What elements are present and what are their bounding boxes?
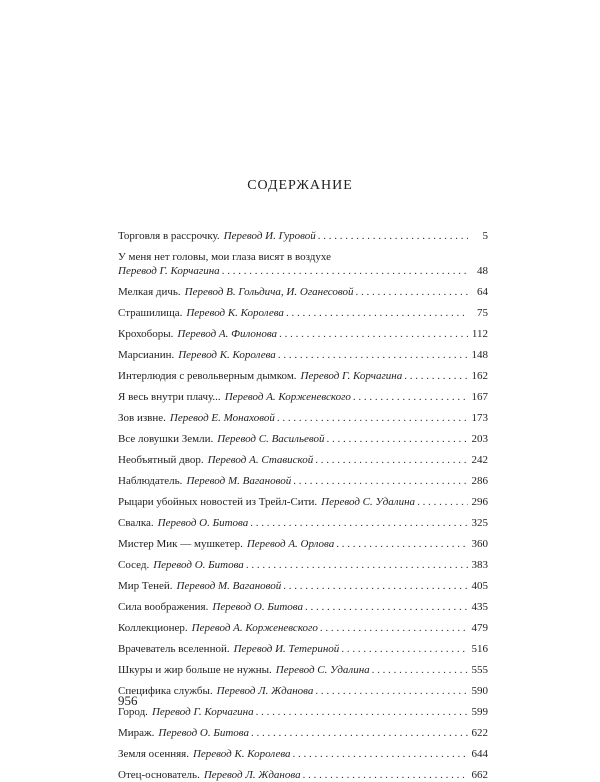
leader-dots (222, 264, 468, 278)
leader-dots (327, 432, 469, 446)
entry-translator: Перевод С. Удалина (321, 496, 416, 508)
entry-page: 112 (471, 328, 488, 340)
leader-dots (303, 768, 468, 782)
entry-translator: Перевод Л. Жданова (203, 769, 301, 781)
leader-dots (305, 600, 468, 614)
entry-title: Земля осенняя. (118, 748, 189, 760)
entry-title: Сосед. (118, 559, 150, 571)
leader-dots (315, 453, 468, 467)
entry-translator: Перевод А. Филонова (177, 328, 278, 340)
entry-page: 148 (471, 349, 488, 361)
entry-page: 405 (471, 580, 488, 592)
leader-dots (372, 663, 468, 677)
entry-title: Шкуры и жир больше не нужны. (118, 664, 272, 676)
leader-dots (279, 327, 468, 341)
table-of-contents (118, 222, 488, 782)
leader-dots (336, 537, 468, 551)
entry-translator: Перевод О. Битова (157, 517, 249, 529)
toc-entry (118, 222, 488, 243)
toc-entry (118, 656, 488, 677)
entry-page: 296 (471, 496, 488, 508)
leader-dots (353, 390, 468, 404)
leader-dots (246, 558, 468, 572)
leader-dots (320, 621, 468, 635)
entry-title: Наблюдатель. (118, 475, 183, 487)
entry-translator: Перевод А. Ставиской (207, 454, 314, 466)
entry-title: Врачеватель вселенной. (118, 643, 230, 655)
entry-page: 173 (471, 412, 488, 424)
toc-entry (118, 719, 488, 740)
entry-translator: Перевод Г. Корчагина (300, 370, 403, 382)
entry-page: 590 (471, 685, 488, 697)
leader-dots (404, 369, 468, 383)
leader-dots (293, 474, 468, 488)
toc-entry (118, 243, 488, 278)
entry-page: 479 (471, 622, 488, 634)
toc-entry (118, 467, 488, 488)
entry-translator: Перевод В. Гольдича, И. Оганесовой (184, 286, 354, 298)
entry-title: Специфика службы. (118, 685, 213, 697)
entry-page: 435 (471, 601, 488, 613)
leader-dots (250, 516, 468, 530)
leader-dots (417, 495, 468, 509)
toc-entry (118, 299, 488, 320)
entry-page: 622 (471, 727, 488, 739)
entry-translator: Перевод А. Корженевского (224, 391, 351, 403)
entry-page: 48 (477, 265, 488, 277)
entry-page: 360 (471, 538, 488, 550)
entry-page: 203 (471, 433, 488, 445)
entry-title: Интерлюдия с револьверным дымком. (118, 370, 297, 382)
entry-page: 167 (471, 391, 488, 403)
entry-page: 5 (482, 230, 488, 242)
entry-translator: Перевод А. Орлова (246, 538, 335, 550)
entry-translator: Перевод С. Васильевой (217, 433, 325, 445)
entry-title: Мелкая дичь. (118, 286, 181, 298)
toc-entry (118, 488, 488, 509)
toc-entry (118, 278, 488, 299)
entry-page: 325 (471, 517, 488, 529)
toc-entry (118, 383, 488, 404)
entry-translator: Перевод И. Тетериной (233, 643, 340, 655)
entry-translator: Перевод М. Вагановой (186, 475, 292, 487)
leader-dots (293, 747, 468, 761)
toc-entry (118, 551, 488, 572)
entry-title: Сила воображения. (118, 601, 209, 613)
entry-page: 64 (477, 286, 488, 298)
toc-entry (118, 404, 488, 425)
entry-translator: Перевод С. Удалина (275, 664, 370, 676)
entry-translator: Перевод Г. Корчагина (118, 265, 220, 277)
leader-dots (277, 411, 468, 425)
entry-translator: Перевод К. Королева (192, 748, 291, 760)
entry-title: Город. (118, 706, 148, 718)
leader-dots (286, 306, 468, 320)
entry-page: 555 (471, 664, 488, 676)
entry-title: Все ловушки Земли. (118, 433, 214, 445)
entry-translator: Перевод М. Вагановой (176, 580, 282, 592)
toc-entry (118, 530, 488, 551)
entry-translator: Перевод А. Корженевского (191, 622, 318, 634)
toc-entry (118, 761, 488, 782)
entry-translator: Перевод К. Королева (178, 349, 276, 361)
entry-translator: Перевод Е. Монаховой (169, 412, 275, 424)
entry-title: Рыцари убойных новостей из Трейл-Сити. (118, 496, 318, 508)
toc-entry (118, 320, 488, 341)
leader-dots (256, 705, 468, 719)
toc-entry (118, 677, 488, 698)
entry-title: У меня нет головы, мои глаза висят в воздухе (118, 251, 331, 263)
entry-title: Крохоборы. (118, 328, 174, 340)
entry-translator: Перевод О. Битова (158, 727, 249, 739)
entry-page: 162 (471, 370, 488, 382)
toc-entry (118, 698, 488, 719)
entry-title: Мираж. (118, 727, 155, 739)
entry-title: Торговля в рассрочку. (118, 230, 220, 242)
entry-title: Необъятный двор. (118, 454, 204, 466)
leader-dots (318, 229, 468, 243)
entry-title: Свалка. (118, 517, 154, 529)
entry-title: Мир Теней. (118, 580, 173, 592)
leader-dots (283, 579, 468, 593)
toc-entry (118, 572, 488, 593)
entry-page: 662 (471, 769, 488, 781)
toc-entry (118, 425, 488, 446)
toc-entry (118, 446, 488, 467)
leader-dots (315, 684, 468, 698)
entry-translator: Перевод Г. Корчагина (151, 706, 254, 718)
toc-entry (118, 740, 488, 761)
leader-dots (356, 285, 468, 299)
toc-entry (118, 509, 488, 530)
entry-page: 286 (471, 475, 488, 487)
entry-page: 644 (471, 748, 488, 760)
entry-title: Отец-основатель. (118, 769, 200, 781)
toc-entry (118, 635, 488, 656)
entry-title: Марсианин. (118, 349, 175, 361)
entry-page: 75 (477, 307, 488, 319)
entry-translator: Перевод Л. Жданова (216, 685, 314, 697)
entry-page: 516 (471, 643, 488, 655)
toc-entry (118, 341, 488, 362)
leader-dots (251, 726, 468, 740)
entry-translator: Перевод О. Битова (153, 559, 244, 571)
entry-page: 383 (471, 559, 488, 571)
entry-title: Я весь внутри плачу... (118, 391, 221, 403)
leader-dots (278, 348, 468, 362)
entry-title: Мистер Мик — мушкетер. (118, 538, 243, 550)
entry-translator: Перевод О. Битова (212, 601, 303, 613)
entry-page: 599 (471, 706, 488, 718)
page-number: 956 (118, 693, 138, 708)
toc-entry (118, 593, 488, 614)
entry-title: Страшилища. (118, 307, 183, 319)
entry-translator: Перевод К. Королева (186, 307, 284, 319)
toc-entry (118, 614, 488, 635)
toc-entry (118, 362, 488, 383)
entry-page: 242 (471, 454, 488, 466)
page-title: СОДЕРЖАНИЕ (247, 178, 353, 193)
entry-title: Зов извне. (118, 412, 166, 424)
entry-title: Коллекционер. (118, 622, 188, 634)
leader-dots (341, 642, 468, 656)
entry-translator: Перевод И. Гуровой (223, 230, 316, 242)
